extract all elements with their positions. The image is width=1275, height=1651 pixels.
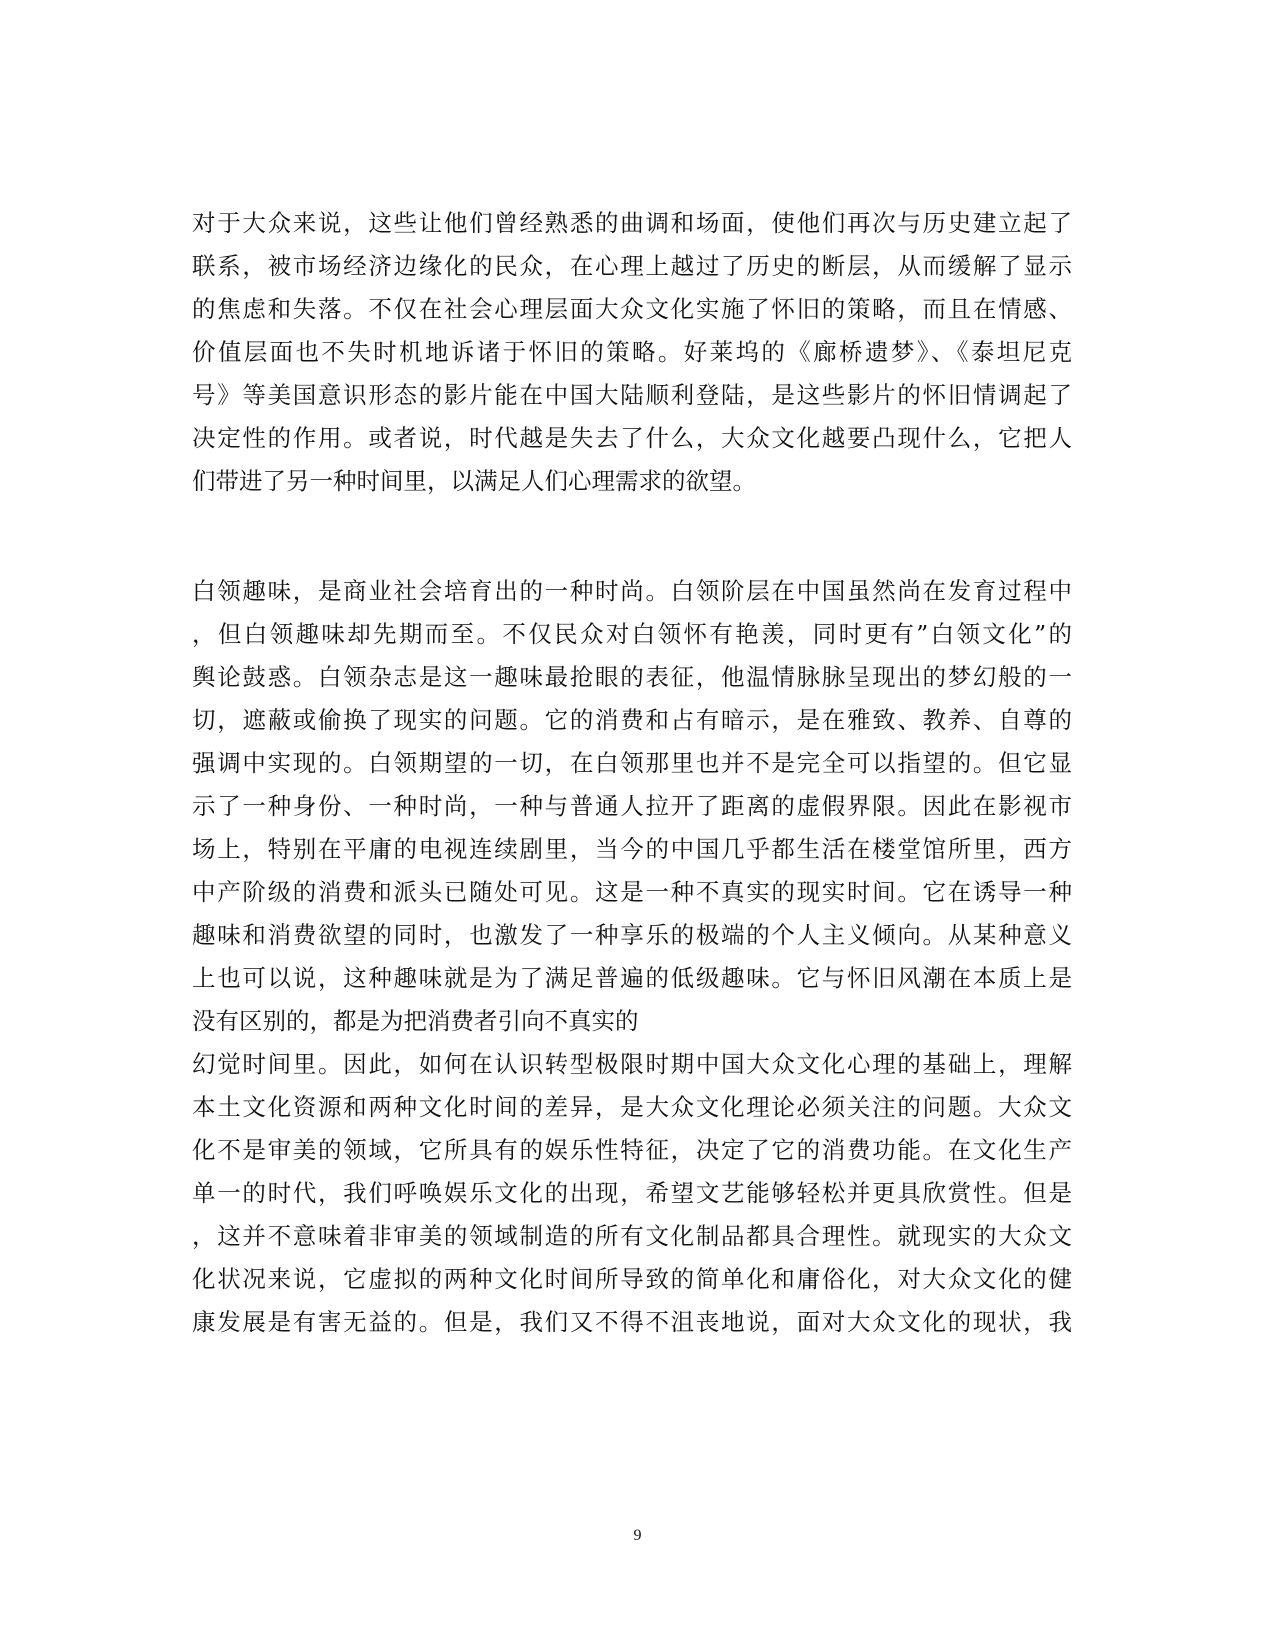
text-line: 号》等美国意识形态的影片能在中国大陆顺利登陆，是这些影片的怀旧情调起了 (192, 381, 1072, 409)
text-line: 化不是审美的领域，它所具有的娱乐性特征，决定了它的消费功能。在文化生产 (192, 1136, 1072, 1164)
text-line: 对于大众来说，这些让他们曾经熟悉的曲调和场面，使他们再次与历史建立起了 (192, 209, 1072, 237)
text-line: ，这并不意味着非审美的领域制造的所有文化制品都具合理性。就现实的大众文 (192, 1222, 1072, 1250)
text-line: 价值层面也不失时机地诉诸于怀旧的策略。好莱坞的《廊桥遗梦》、《泰坦尼克 (192, 338, 1072, 366)
text-line: ，但白领趣味却先期而至。不仅民众对白领怀有艳羡，同时更有”白领文化”的 (192, 620, 1072, 648)
text-line: 化状况来说，它虚拟的两种文化时间所导致的简单化和庸俗化，对大众文化的健 (192, 1265, 1072, 1293)
page-number: 9 (633, 1527, 642, 1544)
text-line: 示了一种身份、一种时尚，一种与普通人拉开了距离的虚假界限。因此在影视市 (192, 792, 1072, 820)
text-line: 没有区别的，都是为把消费者引向不真实的 (192, 1007, 639, 1035)
text-line: 强调中实现的。白领期望的一切，在白领那里也并不是完全可以指望的。但它显 (192, 749, 1072, 777)
text-line: 的焦虑和失落。不仅在社会心理层面大众文化实施了怀旧的策略，而且在情感、 (192, 295, 1072, 323)
text-line: 切，遮蔽或偷换了现实的问题。它的消费和占有暗示，是在雅致、教养、自尊的 (192, 706, 1072, 734)
text-line: 单一的时代，我们呼唤娱乐文化的出现，希望文艺能够轻松并更具欣赏性。但是 (192, 1179, 1072, 1207)
text-line: 本土文化资源和两种文化时间的差异，是大众文化理论必须关注的问题。大众文 (192, 1093, 1072, 1121)
text-line: 幻觉时间里。因此，如何在认识转型极限时期中国大众文化心理的基础上，理解 (192, 1050, 1072, 1078)
text-line: 中产阶级的消费和派头已随处可见。这是一种不真实的现实时间。它在诱导一种 (192, 878, 1072, 906)
text-line: 康发展是有害无益的。但是，我们又不得不沮丧地说，面对大众文化的现状，我 (192, 1308, 1072, 1336)
text-line: 联系，被市场经济边缘化的民众，在心理上越过了历史的断层，从而缓解了显示 (192, 252, 1072, 280)
text-line: 们带进了另一种时间里，以满足人们心理需求的欲望。 (192, 467, 756, 495)
text-line: 场上，特别在平庸的电视连续剧里，当今的中国几乎都生活在楼堂馆所里，西方 (192, 835, 1072, 863)
text-line: 决定性的作用。或者说，时代越是失去了什么，大众文化越要凸现什么，它把人 (192, 424, 1072, 452)
text-line: 舆论鼓惑。白领杂志是这一趣味最抢眼的表征，他温情脉脉呈现出的梦幻般的一 (192, 663, 1072, 691)
text-line: 白领趣味，是商业社会培育出的一种时尚。白领阶层在中国虽然尚在发育过程中 (192, 577, 1072, 605)
text-line: 上也可以说，这种趣味就是为了满足普遍的低级趣味。它与怀旧风潮在本质上是 (192, 964, 1072, 992)
text-line: 趣味和消费欲望的同时，也激发了一种享乐的极端的个人主义倾向。从某种意义 (192, 921, 1072, 949)
